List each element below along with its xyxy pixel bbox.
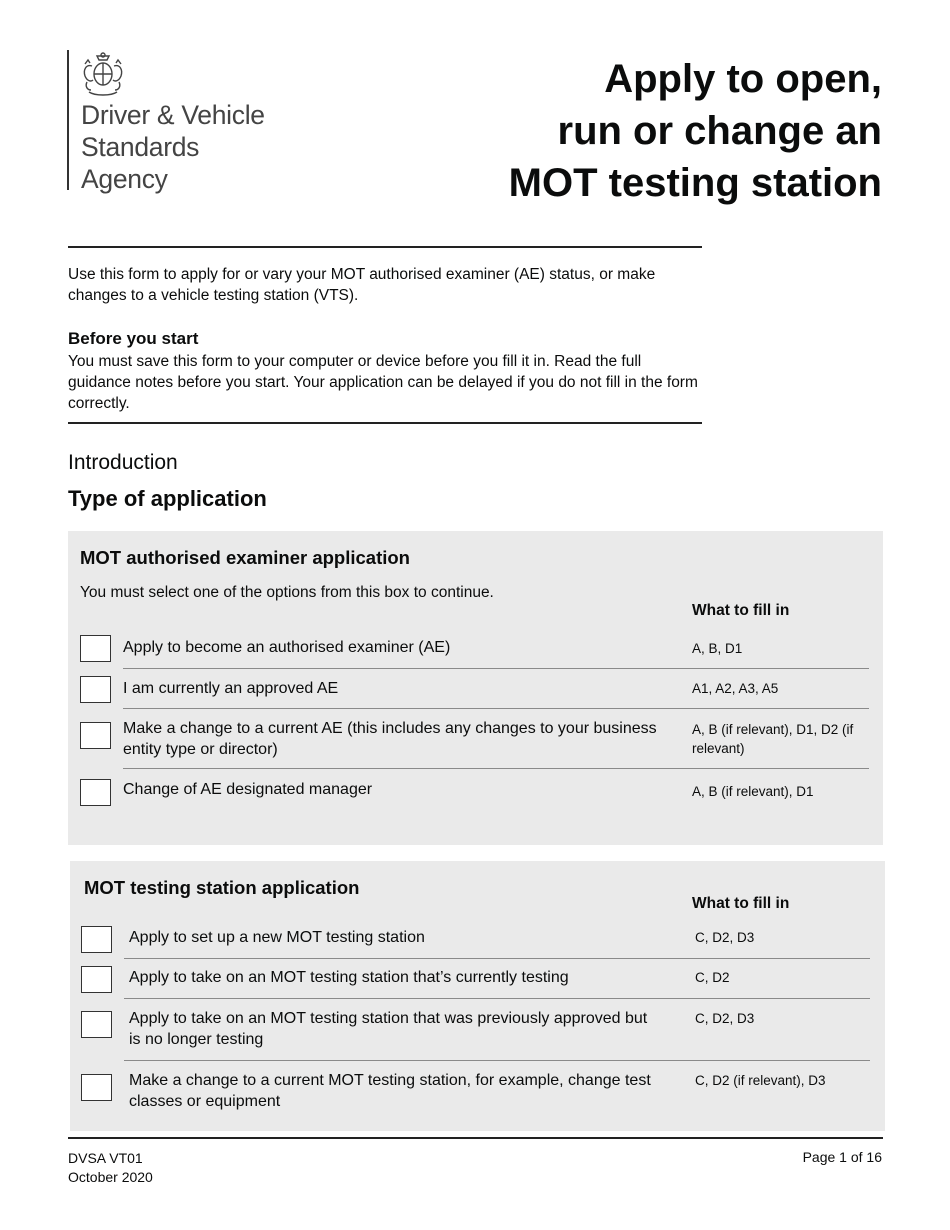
dvsa-logo (67, 50, 302, 198)
section-title: Type of application (68, 486, 267, 511)
form-title (412, 53, 882, 209)
option-label: Apply to take on an MOT testing station that was previously approved but is no longer testing (129, 1010, 648, 1048)
option-fill: C, D2, D3 (695, 1011, 755, 1026)
checkbox-change-ae[interactable] (80, 722, 111, 749)
panel-title: MOT testing station application (84, 877, 360, 898)
option-fill: C, D2 (695, 970, 730, 985)
title-line: run or change an (557, 109, 882, 153)
title-line: MOT testing station (508, 161, 882, 205)
option-label: Apply to take on an MOT testing station that’s currently testing (129, 969, 569, 986)
option-fill: A, B (if relevant), D1 (692, 784, 814, 799)
divider (68, 422, 702, 424)
row-separator (124, 958, 870, 959)
title-line: Apply to open, (604, 57, 882, 101)
row-separator (123, 668, 869, 669)
agency-name (81, 99, 265, 195)
option-fill: C, D2 (if relevant), D3 (695, 1073, 826, 1088)
option-label: Apply to set up a new MOT testing station (129, 929, 425, 946)
royal-crest-icon (81, 52, 125, 98)
checkbox-approved-ae[interactable] (80, 676, 111, 703)
section-label: Introduction (68, 451, 178, 474)
footer-divider (68, 1137, 883, 1139)
before-you-start-heading: Before you start (68, 329, 199, 348)
row-separator (124, 1060, 870, 1061)
divider (68, 246, 702, 248)
option-label: I am currently an approved AE (123, 680, 339, 697)
checkbox-take-on-previous[interactable] (81, 1011, 112, 1038)
panel-note: You must select one of the options from this box to continue. (80, 584, 494, 601)
option-fill: A, B, D1 (692, 641, 743, 656)
row-separator (124, 998, 870, 999)
option-label: Change of AE designated manager (123, 781, 373, 798)
panel-title: MOT authorised examiner application (80, 547, 410, 568)
agency-line: Agency (81, 164, 168, 194)
footer-form-info (68, 1149, 153, 1187)
checkbox-become-ae[interactable] (80, 635, 111, 662)
option-label: Make a change to a current AE (this includes any changes to your business entity type or director) (123, 720, 657, 758)
page-number: Page 1 of 16 (802, 1149, 882, 1165)
row-separator (123, 708, 869, 709)
option-fill: A1, A2, A3, A5 (692, 681, 779, 696)
option-label: Apply to become an authorised examiner (AE) (123, 639, 451, 656)
intro-text: Use this form to apply for or vary your MOT authorised examiner (AE) status, or make changes to a vehicle testing station (VTS). (68, 266, 656, 304)
agency-line: Standards (81, 132, 200, 162)
form-date: October 2020 (68, 1169, 153, 1185)
agency-line: Driver & Vehicle (81, 100, 265, 130)
option-fill: A, B (if relevant), D1, D2 (if relevant) (692, 722, 854, 756)
checkbox-change-station[interactable] (81, 1074, 112, 1101)
row-separator (123, 768, 869, 769)
checkbox-new-station[interactable] (81, 926, 112, 953)
checkbox-take-on-testing[interactable] (81, 966, 112, 993)
form-code: DVSA VT01 (68, 1150, 143, 1166)
what-to-fill-heading: What to fill in (692, 895, 790, 912)
what-to-fill-heading: What to fill in (692, 602, 790, 619)
logo-bar (67, 50, 69, 190)
ae-application-panel (68, 531, 883, 845)
option-fill: C, D2, D3 (695, 930, 755, 945)
before-you-start-text: You must save this form to your computer or device before you fill it in. Read the full guidance notes before you start. Your application can be delayed if you do not fill in the form correctly. (68, 353, 698, 412)
vts-application-panel (70, 861, 885, 1131)
checkbox-change-manager[interactable] (80, 779, 111, 806)
option-label: Make a change to a current MOT testing station, for example, change test classes or equipment (129, 1072, 651, 1110)
